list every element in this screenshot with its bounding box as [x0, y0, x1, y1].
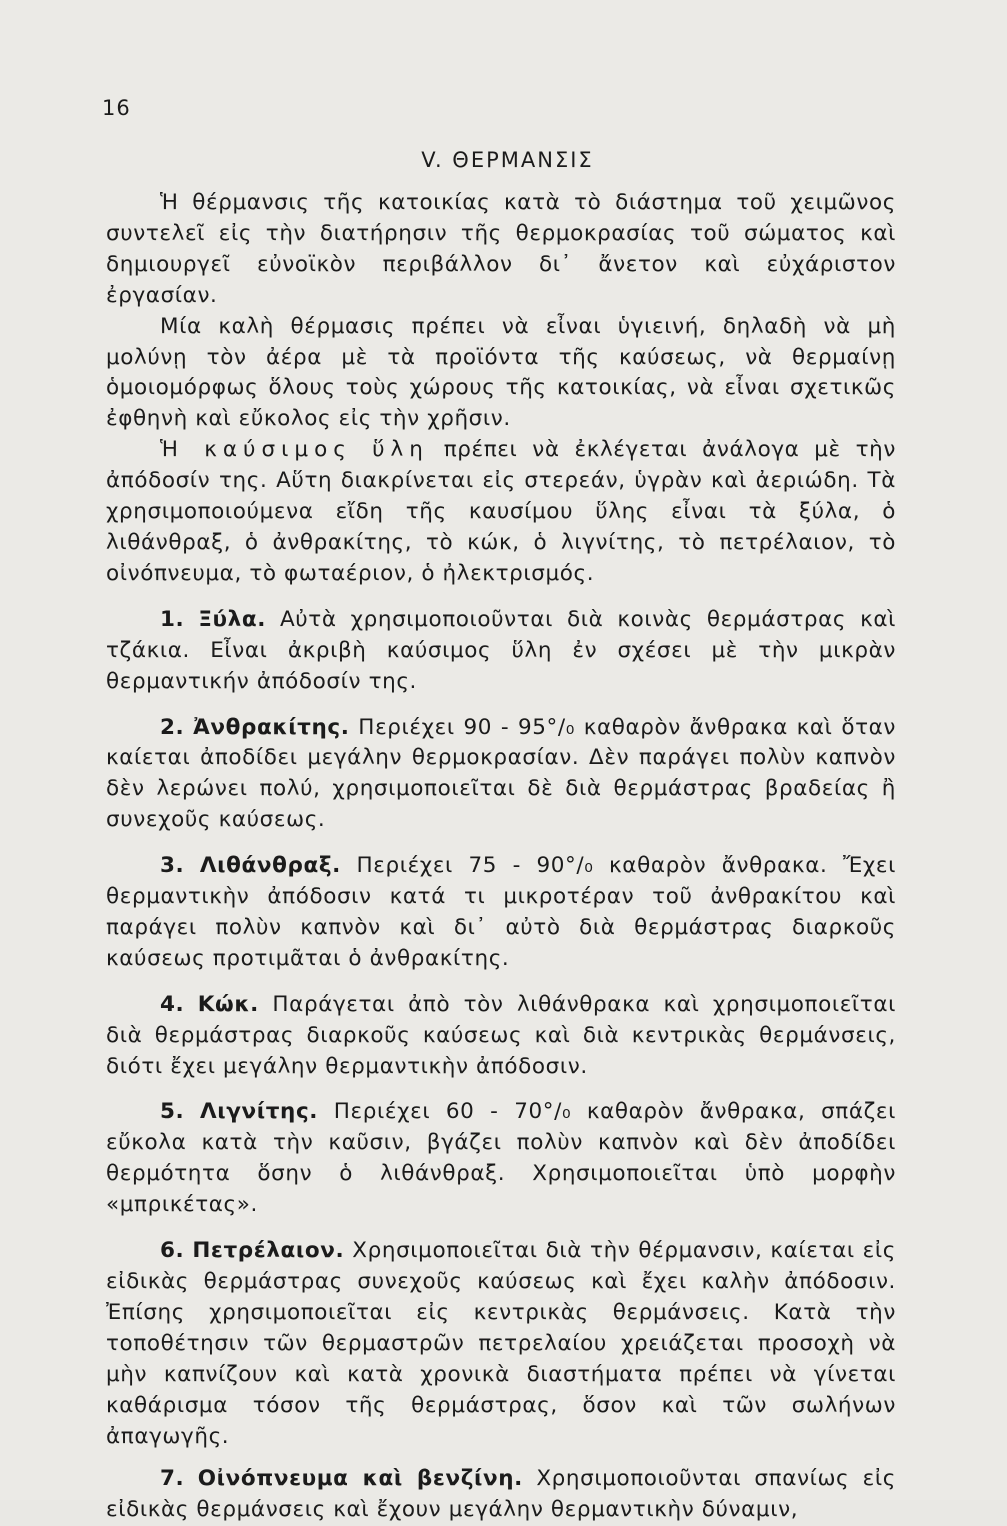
section-7	[106, 1464, 896, 1526]
section-text: Αὐτὰ χρησιμοποιοῦνται διὰ κοινὰς θερμάστρας καὶ τζάκια. Εἶναι ἀκριβὴ καύσιμος ὕλη ἐν σχέσει μὲ τὴν μικρὰν θερμαντικήν ἀπόδοσίν της.	[106, 606, 896, 694]
chapter-title: V. ΘΕΡΜΑΝΣΙΣ	[421, 148, 594, 172]
section-text: Περιέχει 60 - 70°/₀ καθαρὸν ἄνθρακα, σπάζει εὔκολα κατὰ τὴν καῦσιν, βγάζει πολὺν καπνὸν καὶ δὲν ἀποδίδει θερμότητα ὅσην ὁ λιθάνθραξ. Χρησιμοποιεῖται ὑπὸ μορφὴν «μπρικέτας».	[106, 1099, 897, 1218]
paragraph-intro: Ἡ θέρμανσις τῆς κατοικίας κατὰ τὸ διάστημα τοῦ χειμῶνος συντελεῖ εἰς τὴν διατήρησιν τῆς θερμοκρασίας τοῦ σώματος καὶ δημιουργεῖ εὐνοϊκὸν περιβάλλον δι᾽ ἄνετον καὶ εὐχάριστον ἐργασίαν.	[106, 190, 896, 308]
section-number: 1.	[160, 606, 185, 632]
section-heading: Λιγνίτης.	[200, 1099, 319, 1125]
section-1	[106, 605, 896, 698]
fuel-emphasis: Ἡ καύσιμος ὕλη	[160, 437, 429, 463]
paragraph-good-heating: Μία καλὴ θέρμασις πρέπει νὰ εἶναι ὑγιεινή, δηλαδὴ νὰ μὴ μολύνῃ τὸν ἀέρα μὲ τὰ προϊόντα τῆς καύσεως, νὰ θερμαίνῃ ὁμοιομόρφως ὅλους τοὺς χώρους τῆς κατοικίας, νὰ εἶναι σχετικῶς ἐφθηνὴ καὶ εὔκολος εἰς τὴν χρῆσιν.	[106, 313, 896, 432]
section-number: 3.	[160, 853, 185, 879]
fuel-text: πρέπει νὰ ἐκλέγεται ἀνάλογα μὲ τὴν ἀπόδοσίν της. Αὕτη διακρίνεται εἰς στερεάν, ὑγρὰν καὶ ἀεριώδη. Τὰ χρησιμοποιούμενα εἴδη τῆς καυσίμου ὕλης εἶναι τὰ ξύλα, ὁ λιθάνθραξ, ὁ ἀνθρακίτης, τὸ κώκ, ὁ λιγνίτης, τὸ πετρέλαιον, τὸ οἰνόπνευμα, τὸ φωταέριον, ὁ ἠλεκτρισμός.	[106, 437, 896, 586]
section-heading: Λιθάνθραξ.	[199, 853, 341, 879]
section-number: 7.	[160, 1466, 185, 1492]
section-text: Περιέχει 75 - 90°/₀ καθαρὸν ἄνθρακα. Ἔχει θερμαντικὴν ἀπόδοσιν κατά τι μικροτέραν τοῦ ἀνθρακίτου καὶ παράγει πολὺν καπνὸν καὶ δι᾽ αὐτὸ διὰ θερμάστρας διαρκοῦς καύσεως προτιμᾶται ὁ ἀνθρακίτης.	[106, 853, 896, 971]
section-heading: Ξύλα.	[198, 606, 266, 632]
section-text: Χρησιμοποιεῖται διὰ τὴν θέρμανσιν, καίεται εἰς εἰδικὰς θερμάστρας συνεχοῦς καύσεως καὶ ἔχει καλὴν ἀπόδοσιν. Ἐπίσης χρησιμοποιεῖται εἰς κεντρικὰς θερμάνσεις. Κατὰ τὴν τοποθέτησιν τῶν θερμαστρῶν πετρελαίου χρειάζεται προσοχὴ νὰ μὴν καπνίζουν καὶ κατὰ χρονικὰ διαστήματα πρέπει νὰ γίνεται καθάρισμα τόσον τῆς θερμάστρας, ὅσον καὶ τῶν σωλήνων ἀπαγωγῆς.	[106, 1238, 896, 1449]
section-6	[106, 1236, 896, 1452]
page-number: 16	[102, 96, 131, 120]
section-text: Χρησιμοποιοῦνται σπανίως εἰς εἰδικὰς θερμάνσεις καὶ ἔχουν μεγάλην θερμαντικὴν δύναμιν,	[106, 1466, 897, 1523]
section-number: 5.	[160, 1099, 185, 1125]
section-number: 6.	[160, 1238, 185, 1264]
section-number: 2.	[160, 714, 185, 740]
section-5	[106, 1097, 896, 1221]
section-text: Παράγεται ἀπὸ τὸν λιθάνθρακα καὶ χρησιμοποιεῖται διὰ θερμάστρας διαρκοῦς καύσεως καὶ διὰ κεντρικὰς θερμάνσεις, διότι ἔχει μεγάλην θερμαντικὴν ἀπόδοσιν.	[106, 991, 896, 1079]
section-heading: Πετρέλαιον.	[192, 1238, 345, 1264]
section-heading: Ἀνθρακίτης.	[193, 714, 350, 740]
section-4	[106, 990, 896, 1083]
section-heading: Οἰνόπνευμα καὶ βενζίνη.	[197, 1466, 523, 1492]
section-number: 4.	[160, 991, 185, 1017]
paragraph-fuel	[106, 435, 896, 590]
section-text: Περιέχει 90 - 95°/₀ καθαρὸν ἄνθρακα καὶ ὅταν καίεται ἀποδίδει μεγάλην θερμοκρασίαν. Δὲν παράγει πολὺν καπνὸν δὲν λερώνει πολύ, χρησιμοποιεῖται δὲ διὰ θερμάστρας βραδείας ἢ συνεχοῦς καύσεως.	[106, 714, 896, 833]
section-2	[106, 713, 896, 837]
section-heading: Κώκ.	[197, 991, 259, 1017]
body-text	[106, 188, 896, 1526]
section-3	[106, 851, 896, 975]
